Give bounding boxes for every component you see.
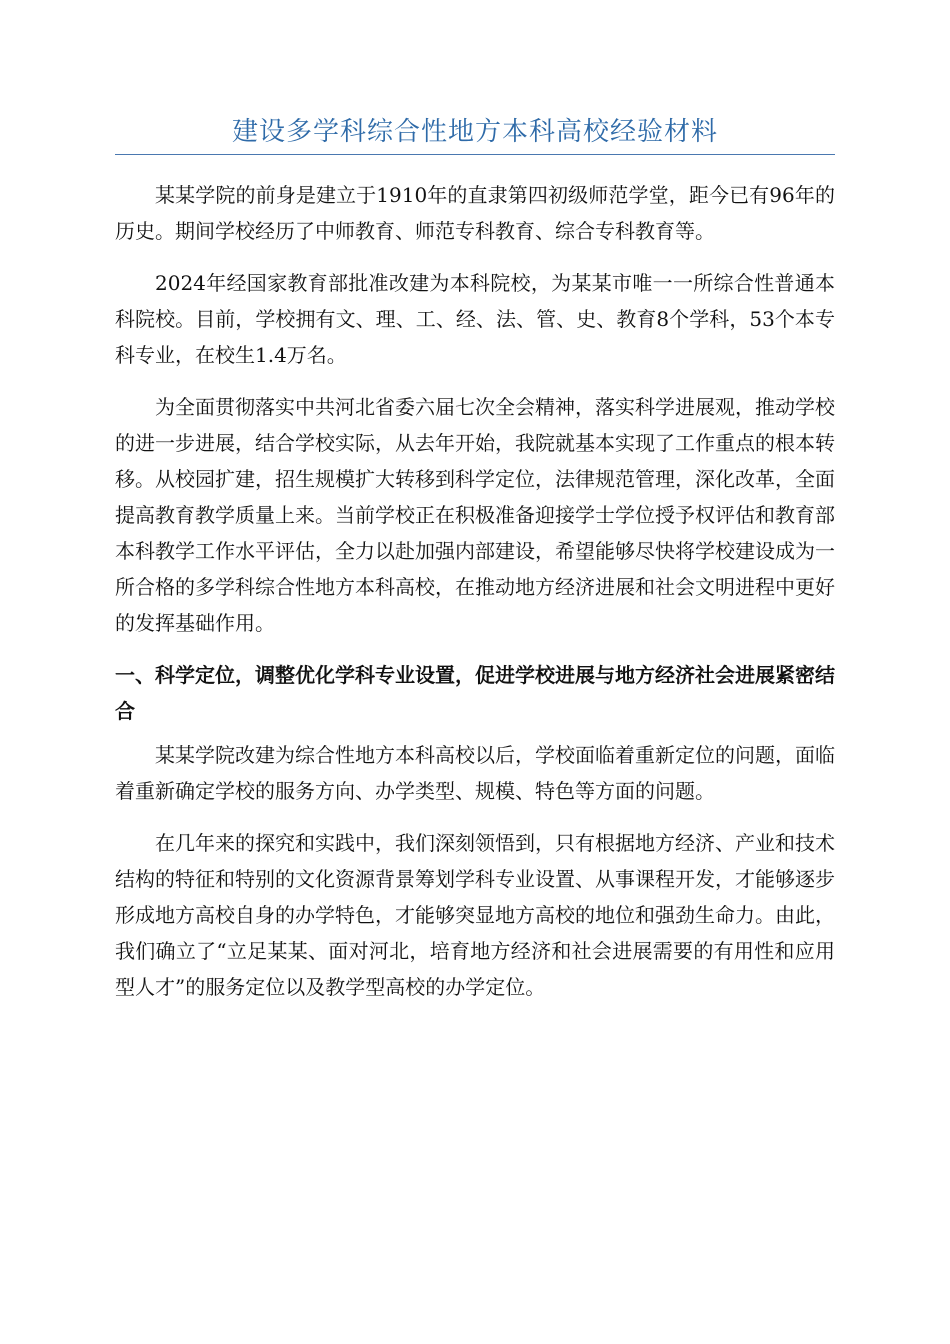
paragraph-practice: 在几年来的探究和实践中，我们深刻领悟到，只有根据地方经济、产业和技术结构的特征和特别的文化资源背景筹划学科专业设置、从事课程开发，才能够逐步形成地方高校自身的办学特色，才能够突显地方高校的地位和强劲生命力。由此，我们确立了“立足某某、面对河北，培育地方经济和社会进展需要的有用性和应用型人才”的服务定位以及教学型高校的办学定位。 — [115, 831, 835, 999]
document-body — [115, 112, 835, 1021]
paragraph-repositioning: 某某学院改建为综合性地方本科高校以后，学校面临着重新定位的问题，面临着重新确定学校的服务方向、办学类型、规模、特色等方面的问题。 — [115, 743, 835, 803]
paragraph-current-work: 为全面贯彻落实中共河北省委六届七次全会精神，落实科学进展观，推动学校的进一步进展，结合学校实际，从去年开始，我院就基本实现了工作重点的根本转移。从校园扩建，招生规模扩大转移到科学定位，法律规范管理，深化改革，全面提高教育教学质量上来。当前学校正在积极准备迎接学士学位授予权评估和教育部本科教学工作水平评估，全力以赴加强内部建设，希望能够尽快将学校建设成为一所合格的多学科综合性地方本科高校，在推动地方经济进展和社会文明进程中更好的发挥基础作用。 — [115, 395, 835, 635]
paragraph-upgrade: 2024年经国家教育部批准改建为本科院校，为某某市唯一一所综合性普通本科院校。目前，学校拥有文、理、工、经、法、管、史、教育8个学科，53个本专科专业，在校生1.4万名。 — [115, 271, 835, 367]
section-heading-1: 一、科学定位，调整优化学科专业设置，促进学校进展与地方经济社会进展紧密结合 — [115, 663, 835, 723]
paragraph-history: 某某学院的前身是建立于1910年的直隶第四初级师范学堂，距今已有96年的历史。期间学校经历了中师教育、师范专科教育、综合专科教育等。 — [115, 183, 835, 243]
document-title: 建设多学科综合性地方本科高校经验材料 — [231, 117, 718, 147]
title-underline — [115, 154, 835, 155]
